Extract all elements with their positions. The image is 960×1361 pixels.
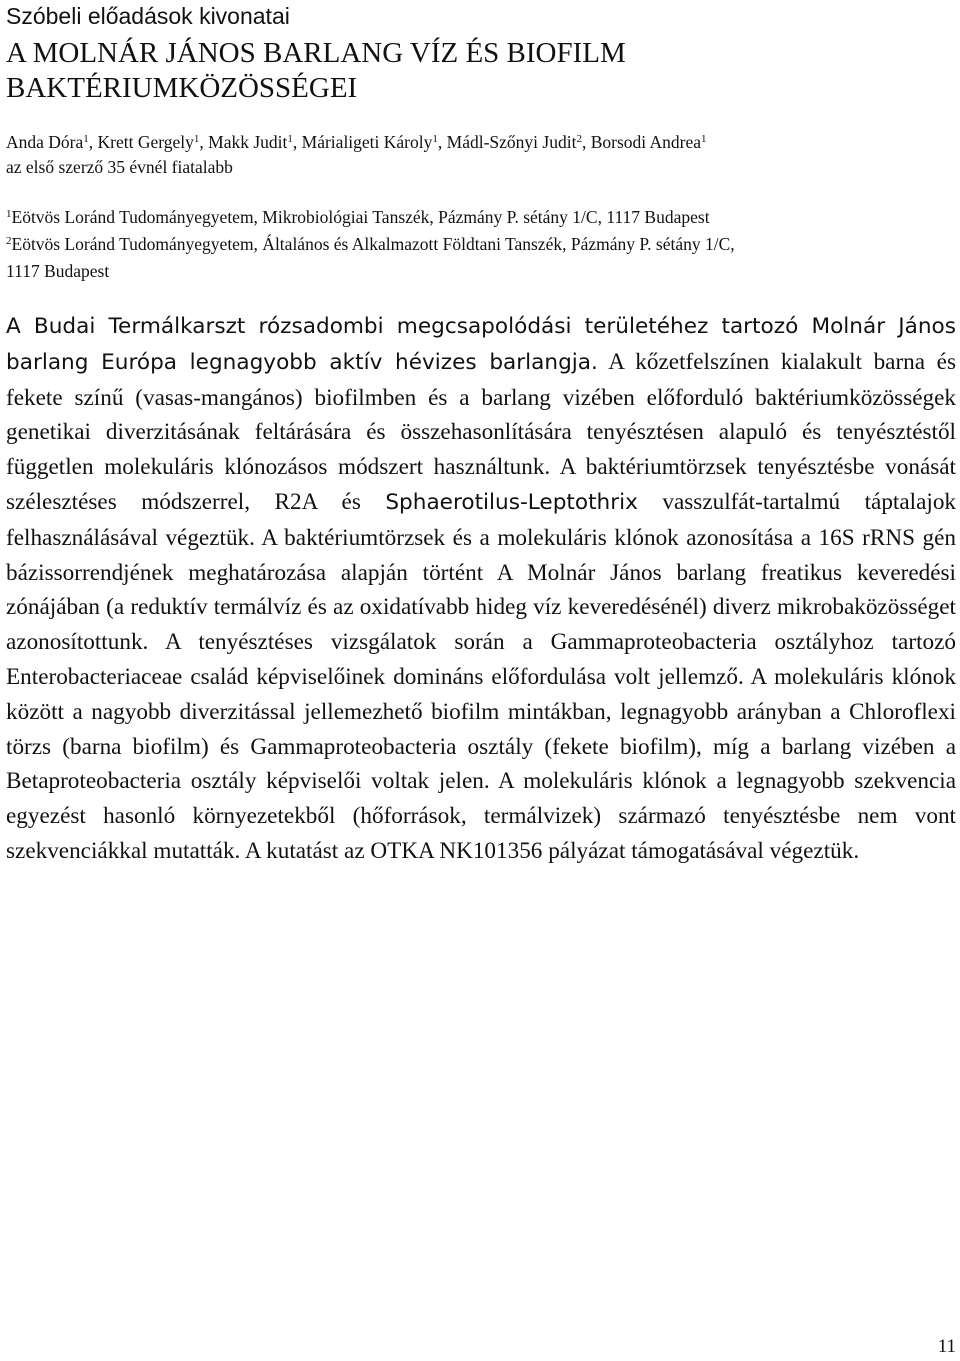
- page-number: 11: [937, 1336, 956, 1357]
- paper-title: [6, 36, 906, 106]
- author-note: az első szerző 35 évnél fiatalabb: [6, 157, 233, 177]
- abstract-genus-name: Sphaerotilus-Leptothrix: [385, 489, 638, 515]
- author-list: Anda Dóra$^1$, Krett Gergely$^1$, Makk Judit$^1$, Márialigeti Károly$^1$, Mádl-Szőnyi Judit$^2$, Borsodi Andrea$^1$: [6, 132, 707, 152]
- affiliation-marker: 1: [193, 133, 200, 145]
- abstract-intro: A Budai Termálkarszt rózsadombi megcsapolódási területéhez tartozó Molnár János barlang Európa legnagyobb aktív hévizes barlangja.: [6, 314, 956, 375]
- affiliation-marker: 1: [83, 133, 89, 145]
- affiliation-2: [6, 231, 956, 258]
- affiliation-number: 2: [6, 235, 12, 247]
- author-name: Krett Gergely: [97, 132, 194, 152]
- abstract-text: vasszulfát-tartalmú táptalajok felhasználásával végeztük. A baktériumtörzsek és a molekuláris klónok azonosítása a 16S rRNS gén bázissorrendjének meghatározása alapján történt A Molnár János barlang freatikus keveredési zónájában (a reduktív termálvíz és az oxidatívabb hideg víz keveredésénél) diverz mikrobaközösséget azonosítottunk. A tenyésztéses vizsgálatok során a Gammaproteobacteria osztályhoz tartozó Enterobacteriaceae család képviselőinek domináns előfordulása volt jellemző. A molekuláris klónok között a nagyobb diverzitással jellemezhető biofilm mintákban, legnagyobb arányban a Chloroflexi törzs (barna biofilm) és Gammaproteobacteria osztály (fekete biofilm), míg a barlang vizében a Betaproteobacteria osztály képviselői voltak jelen. A molekuláris klónok a legnagyobb szekvencia egyezést hasonló környezetekből (hőforrások, termálvizek) származó tenyésztésbe nem vont szekvenciákkal mutatták. A kutatást az OTKA NK101356 pályázat támogatásával végeztük.: [6, 488, 957, 864]
- abstract-body: [6, 309, 956, 869]
- section-heading: Szóbeli előadások kivonatai: [6, 3, 290, 29]
- paper-title-line: A MOLNÁR JÁNOS BARLANG VÍZ ÉS BIOFILM: [6, 37, 626, 69]
- author-name: Mádl-Szőnyi Judit: [446, 132, 577, 152]
- affiliation-1: [6, 204, 956, 231]
- affiliation-block: [6, 204, 956, 285]
- affiliation-2-continued: 1117 Budapest: [6, 261, 110, 281]
- affiliation-text: Eötvös Loránd Tudományegyetem, Általános és Alkalmazott Földtani Tanszék, Pázmány P. sétány 1/C,: [11, 234, 735, 254]
- author-name: Márialigeti Károly: [301, 132, 433, 152]
- affiliation-text: Eötvös Loránd Tudományegyetem, Mikrobiológiai Tanszék, Pázmány P. sétány 1/C, 1117 Budapest: [11, 207, 710, 227]
- author-name: Makk Judit: [208, 132, 288, 152]
- author-block: [6, 130, 956, 180]
- affiliation-marker: 1: [432, 133, 438, 145]
- abstract-text: A kőzetfelszínen kialakult barna és fekete színű (vasas-mangános) biofilmben és a barlang vizében előforduló baktériumközösségek genetikai diverzitásának feltárására és összehasonlítására tenyésztésen alapuló és tenyésztéstől független molekuláris klónozásos módszert használtunk. A baktériumtörzsek tenyésztésbe vonását szélesztéses módszerrel, R2A és: [6, 348, 956, 515]
- affiliation-marker: 2: [576, 133, 582, 145]
- affiliation-marker: 1: [287, 133, 293, 145]
- affiliation-marker: 1: [701, 133, 707, 145]
- author-name: Borsodi Andrea: [590, 132, 702, 152]
- affiliation-number: 1: [6, 208, 12, 220]
- paper-title-line: BAKTÉRIUMKÖZÖSSÉGEI: [6, 72, 358, 104]
- author-name: Anda Dóra: [6, 132, 84, 152]
